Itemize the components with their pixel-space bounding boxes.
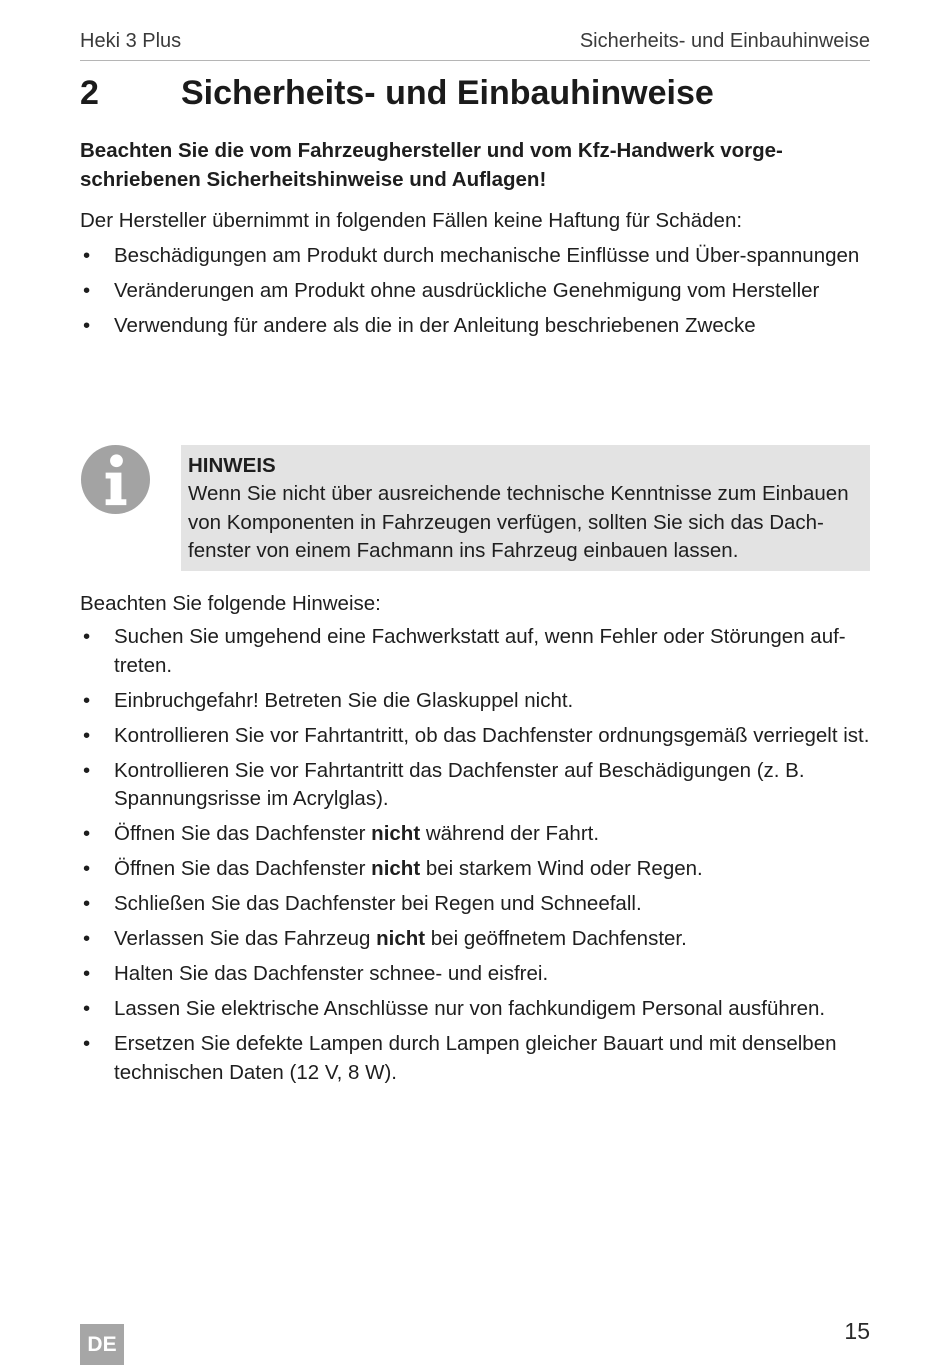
hints-lead: Beachten Sie folgende Hinweise:	[80, 592, 381, 615]
list-item	[80, 820, 870, 849]
bullet-icon: •	[83, 758, 91, 782]
list-item	[80, 312, 870, 341]
hint-text-tail: während der Fahrt.	[420, 822, 600, 845]
bullet-icon: •	[83, 625, 91, 648]
notice-box	[181, 445, 870, 571]
hint-text: Kontrollieren Sie vor Fahrtantritt das Dachfenster auf Beschädigungen (z. B. Spannungsrisse im Acrylglas).	[114, 758, 805, 810]
hint-emphasis: nicht	[371, 857, 421, 880]
list-item	[80, 890, 870, 919]
list-item	[80, 995, 870, 1024]
liability-lead: Der Hersteller übernimmt in folgenden Fällen keine Haftung für Schäden:	[80, 209, 743, 232]
hint-text-tail: bei starkem Wind oder Regen.	[420, 857, 703, 880]
bullet-icon: •	[83, 822, 91, 845]
hint-text: Suchen Sie umgehend eine Fachwerkstatt auf, wenn Fehler oder Störungen auf-treten.	[114, 625, 846, 677]
header-section-title: Sicherheits- und Einbauhinweise	[579, 30, 870, 52]
hint-emphasis: nicht	[376, 927, 426, 950]
hint-emphasis: nicht	[371, 822, 421, 845]
notice-text: Wenn Sie nicht über ausreichende technische Kenntnisse zum Einbauen von Komponenten in Fahrzeugen verfügen, sollten Sie sich das Dach-fenster von einem Fachmann ins Fahrzeug einbauen lassen.	[188, 482, 849, 562]
list-item	[80, 722, 870, 751]
hint-text: Öffnen Sie das Dachfenster	[114, 822, 372, 845]
hints-list	[80, 623, 870, 1094]
language-tab: DE	[80, 1324, 124, 1365]
bullet-icon: •	[83, 927, 91, 950]
bullet-icon: •	[83, 244, 91, 267]
liability-list	[80, 242, 870, 347]
hint-text: Verlassen Sie das Fahrzeug	[114, 927, 377, 950]
hint-text-tail: bei geöffnetem Dachfenster.	[425, 927, 687, 950]
list-item	[80, 623, 870, 680]
list-item-text: Verwendung für andere als die in der Anleitung beschriebenen Zwecke	[114, 314, 756, 337]
list-item	[80, 277, 870, 306]
page-number: 15	[844, 1318, 870, 1344]
hint-text: Lassen Sie elektrische Anschlüsse nur von fachkundigem Personal ausführen.	[114, 997, 826, 1020]
bullet-icon: •	[83, 857, 91, 880]
chapter-number: 2	[80, 74, 99, 112]
bullet-icon: •	[83, 892, 91, 915]
chapter-title: Sicherheits- und Einbauhinweise	[181, 74, 714, 112]
list-item	[80, 960, 870, 989]
list-item	[80, 1030, 870, 1087]
hint-text: Öffnen Sie das Dachfenster	[114, 857, 372, 880]
list-item	[80, 687, 870, 716]
notice-heading: HINWEIS	[188, 454, 276, 477]
info-icon	[80, 444, 151, 515]
chapter-heading	[80, 74, 870, 122]
bullet-icon: •	[83, 1032, 91, 1055]
bullet-icon: •	[83, 962, 91, 985]
hint-text: Halten Sie das Dachfenster schnee- und eisfrei.	[114, 962, 549, 985]
bullet-icon: •	[83, 997, 91, 1020]
bullet-icon: •	[83, 723, 91, 747]
list-item	[80, 757, 870, 814]
bullet-icon: •	[83, 314, 91, 337]
list-item-text: Beschädigungen am Produkt durch mechanische Einflüsse und Über-spannungen	[114, 244, 860, 267]
list-item	[80, 242, 870, 271]
hint-text: Ersetzen Sie defekte Lampen durch Lampen gleicher Bauart und mit denselben technischen Daten (12 V, 8 W).	[114, 1032, 837, 1084]
intro-bold-paragraph: Beachten Sie die vom Fahrzeughersteller und vom Kfz-Handwerk vorge-schriebenen Sicherheitshinweise und Auflagen!	[80, 139, 783, 191]
bullet-icon: •	[83, 688, 91, 712]
bullet-icon: •	[83, 279, 91, 302]
hint-text: Einbruchgefahr! Betreten Sie die Glaskuppel nicht.	[114, 688, 574, 712]
list-item	[80, 855, 870, 884]
list-item	[80, 925, 870, 954]
hint-text: Schließen Sie das Dachfenster bei Regen und Schneefall.	[114, 892, 642, 915]
header-product-name: Heki 3 Plus	[80, 30, 182, 52]
list-item-text: Veränderungen am Produkt ohne ausdrückliche Genehmigung vom Hersteller	[114, 279, 820, 302]
hint-text: Kontrollieren Sie vor Fahrtantritt, ob das Dachfenster ordnungsgemäß verriegelt ist.	[114, 723, 870, 747]
running-header	[80, 30, 870, 61]
